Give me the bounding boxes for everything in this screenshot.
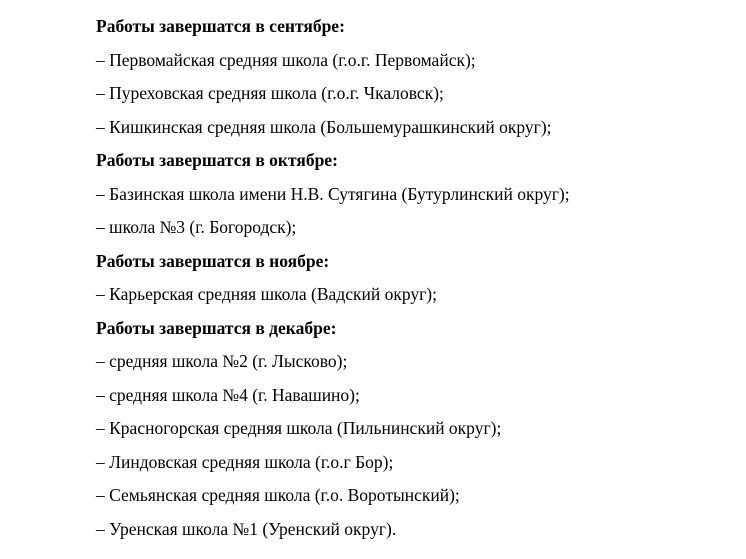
list-item: – Уренская школа №1 (Уренский округ). [96,518,397,539]
list-item: – Кишкинская средняя школа (Большемурашкинский округ); [96,116,552,137]
section-heading-october: Работы завершатся в октябре: [96,150,338,170]
list-item: – средняя школа №4 (г. Навашино); [96,384,360,405]
document-body [96,10,736,546]
list-item: – Пуреховская средняя школа (г.о.г. Чкаловск); [96,83,444,103]
list-item: – Красногорская средняя школа (Пильнинский округ); [96,418,502,438]
list-item: – Первомайская средняя школа (г.о.г. Первомайск); [96,49,476,70]
list-item: – Линдовская средняя школа (г.о.г Бор); [96,451,394,472]
section-heading-december: Работы завершатся в декабре: [96,317,337,338]
list-item: – Карьерская средняя школа (Вадский округ); [96,284,437,304]
list-item: – Базинская школа имени Н.В. Сутягина (Бутурлинский округ); [96,183,570,204]
section-heading-september: Работы завершатся в сентябре: [96,16,345,36]
list-item: – Семьянская средняя школа (г.о. Воротынский); [96,485,460,505]
section-heading-november: Работы завершатся в ноябре: [96,250,330,271]
list-item: – средняя школа №2 (г. Лысково); [96,351,348,371]
list-item: – школа №3 (г. Богородск); [96,217,297,237]
